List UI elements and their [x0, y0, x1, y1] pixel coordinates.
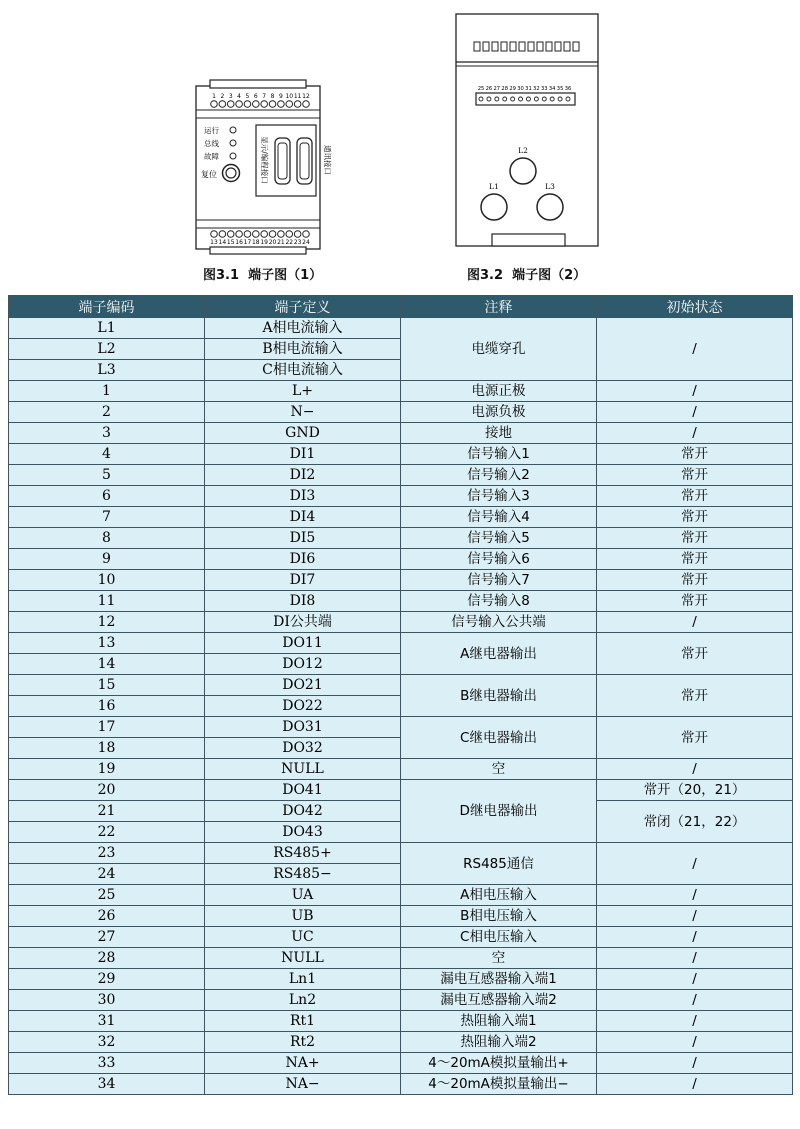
terminal-definition: DI4: [205, 507, 401, 528]
terminal-screw: [519, 97, 523, 101]
terminal-screw: [227, 101, 234, 108]
initial-state: 常开: [597, 675, 793, 717]
initial-state: /: [597, 1032, 793, 1053]
terminal-definition: DI公共端: [205, 612, 401, 633]
terminal-definition: L+: [205, 381, 401, 402]
terminal-definition: Ln2: [205, 990, 401, 1011]
indicator-label: 总线: [204, 139, 219, 148]
screw-slot: [483, 42, 489, 51]
terminal-note: 热阻输入端1: [401, 1011, 597, 1032]
initial-state: 常开: [597, 570, 793, 591]
table-row: [9, 423, 793, 444]
terminal-number: 22: [285, 239, 294, 246]
terminal-code: 24: [9, 864, 205, 885]
terminal-number: 11: [293, 93, 302, 100]
terminal-code: 11: [9, 591, 205, 612]
terminal-screw: [211, 231, 218, 238]
terminal-number: 9: [278, 93, 283, 100]
device-diagram-1: [196, 80, 333, 254]
terminal-definition: C相电流输入: [205, 360, 401, 381]
initial-state: /: [597, 759, 793, 780]
terminal-code: 32: [9, 1032, 205, 1053]
cable-hole-l3: [537, 194, 563, 220]
header-definition: 端子定义: [205, 296, 401, 318]
terminal-screw: [495, 97, 499, 101]
table-row: [9, 675, 793, 696]
terminal-number: 5: [245, 93, 250, 100]
table-row: [9, 591, 793, 612]
terminal-code: 8: [9, 528, 205, 549]
table-row: [9, 1053, 793, 1074]
terminal-number: 7: [262, 93, 267, 100]
initial-state: 常开: [597, 717, 793, 759]
terminal-code: 17: [9, 717, 205, 738]
terminal-diagrams: [0, 0, 800, 290]
terminal-definition: Ln1: [205, 969, 401, 990]
terminal-screw: [261, 231, 268, 238]
terminal-definition: DI3: [205, 486, 401, 507]
terminal-screw: [286, 101, 293, 108]
initial-state: /: [597, 1011, 793, 1032]
table-header-row: [9, 296, 793, 318]
terminal-code: L3: [9, 360, 205, 381]
initial-state: /: [597, 1074, 793, 1095]
terminal-definition: Rt2: [205, 1032, 401, 1053]
terminal-code: 23: [9, 843, 205, 864]
terminal-note: B继电器输出: [401, 675, 597, 717]
terminal-note: 电源正极: [401, 381, 597, 402]
terminal-screw: [253, 101, 260, 108]
screw-slot: [573, 42, 579, 51]
terminal-code: 12: [9, 612, 205, 633]
screw-slot: [519, 42, 525, 51]
terminal-number: 14: [218, 239, 227, 246]
terminal-number: 12: [302, 93, 310, 100]
terminal-number: 30: [517, 86, 524, 92]
table-row: [9, 486, 793, 507]
terminal-definition: UC: [205, 927, 401, 948]
terminal-code: 26: [9, 906, 205, 927]
initial-state: 常开: [597, 507, 793, 528]
terminal-definition: DO11: [205, 633, 401, 654]
terminal-number: 19: [260, 239, 269, 246]
terminal-definition: DI5: [205, 528, 401, 549]
terminal-number: 13: [210, 239, 218, 246]
initial-state: /: [597, 927, 793, 948]
terminal-figures: [0, 0, 800, 290]
terminal-screw: [236, 231, 243, 238]
screw-slot: [501, 42, 507, 51]
terminal-note: 4～20mA模拟量输出−: [401, 1074, 597, 1095]
terminal-number: 25: [477, 86, 485, 92]
terminal-definition: UB: [205, 906, 401, 927]
screw-slot: [474, 42, 480, 51]
table-row: [9, 444, 793, 465]
terminal-definition: DI2: [205, 465, 401, 486]
terminal-code: 13: [9, 633, 205, 654]
terminal-code: 1: [9, 381, 205, 402]
terminal-code: 30: [9, 990, 205, 1011]
terminal-screw: [550, 97, 554, 101]
terminal-note: C相电压输入: [401, 927, 597, 948]
terminal-screw: [236, 101, 243, 108]
terminal-code: L1: [9, 318, 205, 339]
terminal-code: 22: [9, 822, 205, 843]
initial-state: /: [597, 843, 793, 885]
terminal-screw: [503, 97, 507, 101]
terminal-screw: [526, 97, 530, 101]
terminal-definition: DO41: [205, 780, 401, 801]
initial-state: 常开: [597, 444, 793, 465]
table-row: [9, 759, 793, 780]
terminal-screw: [542, 97, 546, 101]
terminal-number: 32: [533, 86, 540, 92]
initial-state: /: [597, 381, 793, 402]
terminal-note: 接地: [401, 423, 597, 444]
screw-slot: [537, 42, 543, 51]
terminal-definition-table: [8, 295, 793, 1095]
terminal-definition: DO12: [205, 654, 401, 675]
terminal-screw: [278, 231, 285, 238]
terminal-definition: RS485−: [205, 864, 401, 885]
terminal-code: 7: [9, 507, 205, 528]
initial-state: 常开: [597, 549, 793, 570]
table-row: [9, 633, 793, 654]
terminal-code: 5: [9, 465, 205, 486]
initial-state: 常闭（21，22）: [597, 801, 793, 843]
terminal-number: 4: [237, 93, 242, 100]
initial-state: /: [597, 1053, 793, 1074]
screw-slot: [564, 42, 570, 51]
din-clip-2: [492, 234, 565, 246]
terminal-number: 18: [251, 239, 260, 246]
initial-state: /: [597, 906, 793, 927]
terminal-screw: [294, 101, 301, 108]
terminal-definition: DI7: [205, 570, 401, 591]
terminal-screw: [511, 97, 515, 101]
initial-state: 常开: [597, 465, 793, 486]
indicator-label: 运行: [204, 126, 219, 135]
terminal-definition: GND: [205, 423, 401, 444]
table-row: [9, 1011, 793, 1032]
terminal-screw: [244, 101, 251, 108]
terminal-number: 34: [548, 86, 556, 92]
terminal-definition: DI1: [205, 444, 401, 465]
terminal-number: 29: [509, 86, 516, 92]
terminal-note: 漏电互感器输入端1: [401, 969, 597, 990]
terminal-number: 10: [285, 93, 294, 100]
terminal-definition: UA: [205, 885, 401, 906]
terminal-number: 26: [485, 86, 493, 92]
hole-label-l3: L3: [545, 182, 555, 191]
table-row: [9, 1032, 793, 1053]
terminal-number: 2: [220, 93, 225, 100]
initial-state: 常开: [597, 633, 793, 675]
screw-slot: [528, 42, 534, 51]
figure-caption-1: 图3.1 端子图（1）: [203, 268, 323, 283]
initial-state: 常开: [597, 528, 793, 549]
terminal-note: 信号输入3: [401, 486, 597, 507]
terminal-note: 热阻输入端2: [401, 1032, 597, 1053]
table-row: [9, 990, 793, 1011]
terminal-screw: [227, 231, 234, 238]
terminal-note: C继电器输出: [401, 717, 597, 759]
terminal-screw: [303, 101, 310, 108]
header-note: 注释: [401, 296, 597, 318]
terminal-screw: [269, 231, 276, 238]
terminal-note: 信号输入6: [401, 549, 597, 570]
cable-hole-l1: [481, 194, 507, 220]
terminal-code: 14: [9, 654, 205, 675]
terminal-definition: DO43: [205, 822, 401, 843]
initial-state: 常开: [597, 591, 793, 612]
terminal-definition: DI6: [205, 549, 401, 570]
table-row: [9, 1074, 793, 1095]
terminal-number: 35: [556, 86, 564, 92]
screw-slot: [510, 42, 516, 51]
terminal-code: 6: [9, 486, 205, 507]
terminal-note: 电缆穿孔: [401, 318, 597, 381]
terminal-screw: [211, 101, 218, 108]
table-row: [9, 780, 793, 801]
terminal-numbers-2: [478, 86, 572, 92]
initial-state: /: [597, 402, 793, 423]
terminal-screw: [269, 101, 276, 108]
terminal-code: L2: [9, 339, 205, 360]
terminal-screw: [278, 101, 285, 108]
terminal-definition: DO31: [205, 717, 401, 738]
terminal-definition: DO42: [205, 801, 401, 822]
terminal-note: 信号输入2: [401, 465, 597, 486]
table-row: [9, 927, 793, 948]
terminal-code: 3: [9, 423, 205, 444]
reset-label: 复位: [201, 170, 217, 179]
table-row: [9, 528, 793, 549]
terminal-code: 27: [9, 927, 205, 948]
terminal-note: 空: [401, 948, 597, 969]
terminal-screw: [219, 231, 226, 238]
terminal-note: D继电器输出: [401, 780, 597, 843]
terminal-code: 4: [9, 444, 205, 465]
terminal-code: 31: [9, 1011, 205, 1032]
initial-state: /: [597, 423, 793, 444]
terminal-number: 23: [293, 239, 302, 246]
terminal-note: 信号输入公共端: [401, 612, 597, 633]
header-initial-state: 初始状态: [597, 296, 793, 318]
terminal-code: 20: [9, 780, 205, 801]
terminal-definition: Rt1: [205, 1011, 401, 1032]
hole-label-l1: L1: [489, 182, 499, 191]
indicator-led: [230, 140, 236, 146]
table-row: [9, 948, 793, 969]
terminal-definition: NA−: [205, 1074, 401, 1095]
terminal-code: 10: [9, 570, 205, 591]
terminal-number: 20: [268, 239, 277, 246]
table-row: [9, 318, 793, 339]
terminal-definition: RS485+: [205, 843, 401, 864]
terminal-screw: [261, 101, 268, 108]
terminal-note: 电源负极: [401, 402, 597, 423]
terminal-note: 4～20mA模拟量输出+: [401, 1053, 597, 1074]
table-row: [9, 381, 793, 402]
comm-port-label: 通讯接口: [323, 145, 332, 175]
initial-state: /: [597, 318, 793, 381]
table-row: [9, 507, 793, 528]
terminal-number: 28: [501, 86, 509, 92]
terminal-screw: [253, 231, 260, 238]
terminal-note: A继电器输出: [401, 633, 597, 675]
table-row: [9, 612, 793, 633]
programming-port-label: 显示/编程接口: [260, 136, 269, 184]
table-row: [9, 402, 793, 423]
indicator-label: 故障: [204, 152, 219, 161]
terminal-number: 36: [564, 86, 572, 92]
terminal-note: 信号输入1: [401, 444, 597, 465]
terminal-definition: DO32: [205, 738, 401, 759]
terminal-screw: [479, 97, 483, 101]
terminal-definition: B相电流输入: [205, 339, 401, 360]
hole-label-l2: L2: [518, 146, 528, 155]
terminal-note: 信号输入8: [401, 591, 597, 612]
indicator-led: [230, 127, 236, 133]
comm-port: [297, 138, 312, 184]
terminal-number: 33: [540, 86, 548, 92]
terminal-number: 6: [253, 93, 258, 100]
terminal-definition: NULL: [205, 948, 401, 969]
terminal-definition: NA+: [205, 1053, 401, 1074]
terminal-screw: [294, 231, 301, 238]
terminal-code: 9: [9, 549, 205, 570]
table-row: [9, 549, 793, 570]
header-code: 端子编码: [9, 296, 205, 318]
terminal-code: 33: [9, 1053, 205, 1074]
terminal-note: 信号输入7: [401, 570, 597, 591]
terminal-code: 25: [9, 885, 205, 906]
terminal-screw: [487, 97, 491, 101]
table-row: [9, 969, 793, 990]
initial-state: /: [597, 969, 793, 990]
terminal-code: 2: [9, 402, 205, 423]
initial-state: 常开: [597, 486, 793, 507]
terminal-number: 1: [212, 93, 216, 100]
terminal-note: 漏电互感器输入端2: [401, 990, 597, 1011]
terminal-note: A相电压输入: [401, 885, 597, 906]
terminal-number: 27: [493, 86, 501, 92]
terminal-note: 空: [401, 759, 597, 780]
screw-slot: [546, 42, 552, 51]
table-row: [9, 843, 793, 864]
terminal-screw: [534, 97, 538, 101]
terminal-code: 29: [9, 969, 205, 990]
terminal-screw: [286, 231, 293, 238]
table-row: [9, 906, 793, 927]
terminal-code: 15: [9, 675, 205, 696]
terminal-number: 17: [243, 239, 252, 246]
terminal-code: 28: [9, 948, 205, 969]
terminal-screw: [558, 97, 562, 101]
table-row: [9, 570, 793, 591]
terminal-number: 15: [226, 239, 235, 246]
initial-state: /: [597, 612, 793, 633]
terminal-screw: [303, 231, 310, 238]
terminal-definition: DO21: [205, 675, 401, 696]
terminal-number: 31: [525, 86, 532, 92]
terminal-screw: [219, 101, 226, 108]
bottom-rail-1: [210, 247, 306, 254]
terminal-note: 信号输入5: [401, 528, 597, 549]
terminal-definition: DI8: [205, 591, 401, 612]
table-row: [9, 465, 793, 486]
terminal-definition: N−: [205, 402, 401, 423]
terminal-code: 19: [9, 759, 205, 780]
terminal-note: 信号输入4: [401, 507, 597, 528]
terminal-definition: NULL: [205, 759, 401, 780]
terminal-number: 16: [235, 239, 243, 246]
device-diagram-2: [456, 14, 598, 246]
terminal-code: 16: [9, 696, 205, 717]
terminal-note: RS485通信: [401, 843, 597, 885]
terminal-number: 8: [270, 93, 275, 100]
terminal-screw: [566, 97, 570, 101]
screw-slot: [555, 42, 561, 51]
terminal-code: 18: [9, 738, 205, 759]
terminal-number: 21: [277, 239, 285, 246]
table-row: [9, 717, 793, 738]
terminal-code: 34: [9, 1074, 205, 1095]
initial-state: /: [597, 885, 793, 906]
table-row: [9, 885, 793, 906]
initial-state: 常开（20，21）: [597, 780, 793, 801]
terminal-number: 3: [228, 93, 233, 100]
terminal-definition: DO22: [205, 696, 401, 717]
figure-caption-2: 图3.2 端子图（2）: [467, 268, 587, 283]
initial-state: /: [597, 948, 793, 969]
initial-state: /: [597, 990, 793, 1011]
terminal-note: B相电压输入: [401, 906, 597, 927]
indicator-led: [230, 153, 236, 159]
terminal-code: 21: [9, 801, 205, 822]
terminal-definition: A相电流输入: [205, 318, 401, 339]
terminal-screw: [244, 231, 251, 238]
cable-hole-l2: [510, 158, 536, 184]
screw-slot: [492, 42, 498, 51]
top-rail-1: [210, 80, 306, 88]
terminal-number: 24: [302, 239, 310, 246]
programming-port: [275, 138, 290, 184]
